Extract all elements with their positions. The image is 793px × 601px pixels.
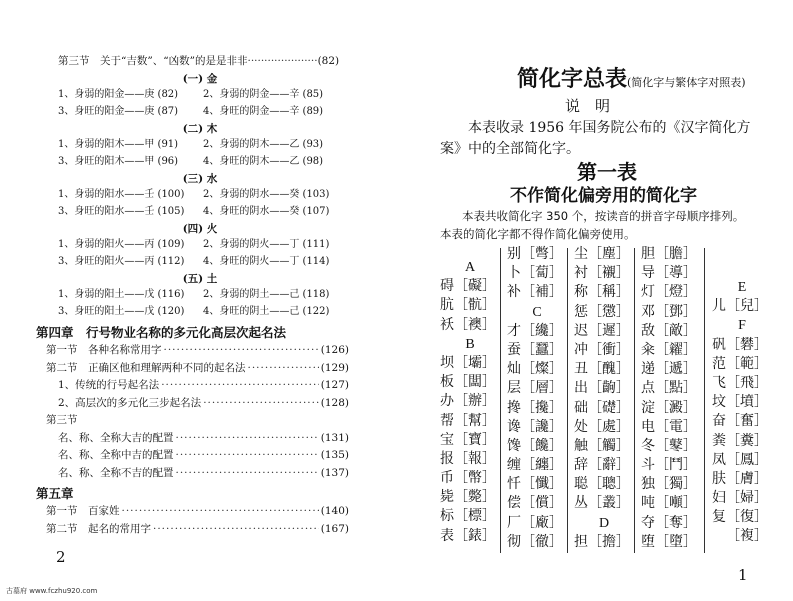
toc-entry[interactable]	[58, 466, 349, 480]
char-pair: 灯［燈］	[641, 284, 697, 301]
char-pair: 冬［鼕］	[641, 437, 697, 454]
char-pair: 帮［幫］	[440, 412, 496, 429]
toc-row	[58, 105, 348, 118]
chapter-title: 第四章 行号物业名称的多元化高层次起名法	[36, 325, 287, 340]
char-pair: 称［稱］	[574, 284, 630, 301]
toc-top-entry	[58, 54, 339, 68]
char-pair: 担［擔］	[574, 533, 630, 550]
entry-page: (167)	[320, 522, 349, 535]
char-pair: 邓［鄧］	[641, 303, 697, 320]
char-pair: 别［彆］	[507, 246, 563, 262]
char-pair: 毙［斃］	[440, 489, 496, 506]
entry-label: 2、高层次的多元化三步起名法	[58, 396, 202, 409]
leader-dots: ·····················	[247, 55, 318, 67]
char-pair: 坟［墳］	[712, 394, 768, 411]
entry-label: 第二节 正确区他和理解两种不同的起名法	[46, 361, 246, 374]
char-pair: 搀［攙］	[507, 399, 563, 416]
toc-row	[58, 88, 348, 101]
toc-item: 3、身旺的阳火——丙 (112)	[58, 256, 185, 267]
char-pair: 板［闆］	[440, 374, 496, 391]
entry-label: 名、称、全称中吉的配置	[58, 449, 174, 461]
leader-dots	[248, 361, 319, 375]
toc-row	[58, 305, 348, 318]
column-divider	[634, 248, 635, 553]
char-pair: 奋［奮］	[712, 413, 768, 430]
char-pair: 彻［徹］	[507, 533, 563, 550]
column-divider	[500, 248, 501, 553]
letter-heading: F	[738, 318, 746, 334]
table-column	[641, 245, 701, 552]
char-pair: 币［幣］	[440, 470, 496, 487]
table-desc-1: 本表共收简化字 350 个，按读音的拼音字母顺序排列。	[462, 209, 745, 223]
char-pair: 夺［奪］	[641, 514, 697, 531]
toc-item: 2、身弱的阴木——乙 (93)	[203, 139, 324, 150]
entry-page: (131)	[320, 431, 349, 444]
entry-page: (126)	[320, 344, 349, 356]
leader-dots	[203, 396, 319, 410]
char-pair: 衬［襯］	[574, 265, 630, 282]
char-pair: 吨［噸］	[641, 495, 697, 512]
char-pair: 标［標］	[440, 508, 496, 525]
section-title: (二) 木	[182, 123, 218, 135]
toc-item: 2、身弱的阴水——癸 (103)	[203, 189, 330, 200]
toc-entry[interactable]	[58, 396, 349, 410]
char-pair: 灿［燦］	[507, 361, 563, 378]
char-pair: 惩［懲］	[574, 303, 630, 320]
section-title: (五) 土	[182, 273, 218, 285]
char-pair: 忏［懺］	[507, 476, 563, 493]
leader-dots	[164, 343, 319, 357]
char-pair: 聪［聰］	[574, 476, 630, 493]
entry-label: 名、称、全称不吉的配置	[58, 466, 174, 479]
table-column	[440, 258, 500, 546]
letter-heading: E	[737, 280, 747, 295]
toc-item: 4、身旺的阴火——丁 (114)	[203, 256, 330, 267]
char-pair: 籴［糴］	[641, 341, 697, 358]
toc-entry[interactable]	[46, 522, 349, 536]
toc-row	[58, 238, 348, 251]
char-pair: 妇［婦］	[712, 490, 768, 507]
char-pair: 迟［遲］	[574, 322, 630, 339]
toc-item: 2、身弱的阴火——丁 (111)	[203, 239, 330, 250]
char-pair: 厂［廠］	[507, 514, 563, 531]
toc-entry[interactable]	[46, 504, 349, 518]
toc-row	[58, 205, 348, 218]
entry-page: (128)	[320, 396, 349, 409]
note-heading: 说 明	[565, 97, 611, 115]
char-pair: 报［報］	[440, 450, 496, 467]
table-column	[712, 278, 772, 547]
toc-item: 4、身旺的阴金——辛 (89)	[203, 106, 324, 117]
char-pair: 宝［寶］	[440, 431, 496, 448]
char-pair: 坝［壩］	[440, 354, 496, 371]
toc-row	[58, 155, 348, 168]
char-pair: 粪［糞］	[712, 432, 768, 449]
toc-item: 1、身弱的阳土——戊 (116)	[58, 289, 185, 300]
char-pair: 肤［膚］	[712, 470, 768, 487]
leader-dots	[176, 448, 319, 462]
entry-label: 名、称、全称大吉的配置	[58, 431, 174, 444]
char-pair: 儿［兒］	[712, 298, 768, 315]
entry-page: (135)	[320, 449, 349, 461]
entry-page: (129)	[320, 361, 349, 374]
char-pair: 丑［醜］	[574, 361, 630, 378]
note-text-1: 本表收录 1956 年国务院公布的《汉字简化方	[468, 120, 751, 136]
toc-item: 1、身弱的阳水——壬 (100)	[58, 189, 185, 200]
leader-dots	[161, 378, 319, 392]
toc-row	[58, 255, 348, 268]
page-number-left: 2	[56, 548, 66, 566]
toc-item: 2、身弱的阴土——己 (118)	[203, 289, 330, 300]
page-number-right: 1	[738, 566, 748, 584]
char-pair: 复［復］	[712, 509, 768, 526]
toc-entry[interactable]	[58, 448, 349, 462]
char-pair: 电［電］	[641, 418, 697, 435]
entry-label: 第三节	[46, 414, 78, 426]
char-pair: 办［辦］	[440, 393, 496, 410]
char-pair: 层［層］	[507, 380, 563, 397]
char-pair: 凤［鳳］	[712, 451, 768, 468]
chapter-title: 第五章	[36, 486, 74, 501]
char-pair: 袄［襖］	[440, 316, 496, 333]
entry-page: (82)	[317, 55, 340, 67]
char-pair: 独［獨］	[641, 476, 697, 493]
toc-item: 1、身弱的阳火——丙 (109)	[58, 239, 185, 250]
char-pair: 缠［纏］	[507, 457, 563, 474]
entry-label: 第一节 各种名称常用字	[46, 344, 162, 356]
char-pair: 偿［償］	[507, 495, 563, 512]
watermark: 古墓府 www.fczhu920.com	[6, 587, 98, 595]
char-pair: 馋［饞］	[507, 437, 563, 454]
char-pair: 才［纔］	[507, 322, 563, 339]
entry-page: (140)	[320, 505, 349, 517]
toc-item: 1、身弱的阳木——甲 (91)	[58, 139, 179, 150]
char-pair: 淀［澱］	[641, 399, 697, 416]
leader-dots	[153, 522, 319, 536]
entry-label: 1、传统的行号起名法	[58, 379, 160, 391]
letter-heading: C	[532, 304, 542, 320]
char-pair: 导［導］	[641, 265, 697, 282]
toc-row	[58, 188, 348, 201]
letter-heading: B	[465, 336, 475, 352]
table-column	[574, 245, 634, 552]
leader-dots	[176, 466, 319, 480]
letter-heading: A	[464, 260, 476, 275]
char-pair: 碍［礙］	[440, 278, 496, 295]
toc-item: 4、身旺的阴水——癸 (107)	[203, 206, 330, 217]
title-subtitle: (简化字与繁体字对照表)	[627, 76, 746, 89]
char-pair: 点［點］	[641, 380, 697, 397]
entry-label: 第一节 百家姓	[46, 505, 120, 517]
toc-item: 2、身弱的阴金——辛 (85)	[203, 89, 324, 100]
section-title: (三) 水	[182, 173, 218, 185]
toc-row	[58, 288, 348, 301]
char-pair: ［複］	[726, 528, 768, 545]
letter-heading: D	[598, 515, 610, 531]
entry-page: (137)	[320, 466, 349, 479]
leader-dots	[176, 431, 319, 445]
char-pair: 冲［衝］	[574, 341, 630, 358]
section-title: (四) 火	[182, 223, 218, 235]
table-subtitle: 不作简化偏旁用的简化字	[510, 186, 697, 206]
char-pair: 飞［飛］	[712, 374, 768, 391]
column-divider	[704, 248, 705, 553]
char-pair: 卜［蔔］	[507, 265, 563, 282]
char-pair: 丛［叢］	[574, 495, 630, 512]
entry-label: 第二节 起名的常用字	[46, 522, 151, 535]
char-pair: 谗［讒］	[507, 418, 563, 435]
char-pair: 堕［墮］	[641, 533, 697, 550]
char-pair: 矾［礬］	[712, 336, 768, 353]
toc-item: 3、身旺的阳木——甲 (96)	[58, 156, 179, 167]
toc-item: 4、身旺的阴土——己 (122)	[203, 306, 330, 317]
toc-entry[interactable]	[46, 361, 349, 375]
char-pair: 斗［鬥］	[641, 457, 697, 474]
toc-entry[interactable]	[58, 431, 349, 445]
char-pair: 础［礎］	[574, 399, 630, 416]
char-pair: 尘［塵］	[574, 246, 630, 262]
main-title	[517, 66, 746, 96]
char-pair: 处［處］	[574, 418, 630, 435]
char-pair: 肮［骯］	[440, 297, 496, 314]
section-title: (一) 金	[182, 73, 218, 85]
char-pair: 表［錶］	[440, 527, 496, 544]
char-pair: 出［齣］	[574, 380, 630, 397]
table-column	[507, 245, 567, 552]
char-pair: 递［遞］	[641, 361, 697, 378]
table-title: 第一表	[577, 160, 637, 184]
toc-item: 3、身旺的阳土——戊 (120)	[58, 306, 185, 317]
toc-entry[interactable]	[46, 413, 349, 427]
toc-item: 1、身弱的阳金——庚 (82)	[58, 89, 179, 100]
leader-dots	[122, 504, 319, 518]
char-pair: 补［補］	[507, 284, 563, 301]
title-text: 简化字总表	[517, 66, 628, 92]
char-pair: 触［觸］	[574, 437, 630, 454]
char-pair: 范［範］	[712, 355, 768, 372]
entry-page: (127)	[320, 379, 349, 391]
toc-entry[interactable]	[58, 378, 349, 392]
table-desc-2: 本表的简化字都不得作简化偏旁使用。	[440, 227, 636, 241]
column-divider	[567, 248, 568, 553]
toc-item: 4、身旺的阴木——乙 (98)	[203, 156, 324, 167]
char-pair: 敌［敵］	[641, 322, 697, 339]
entry-label: 第三节 关于“吉数”、“凶数”的是是非非	[58, 55, 248, 67]
char-pair: 蚕［蠶］	[507, 341, 563, 358]
toc-entry[interactable]	[46, 343, 349, 357]
toc-item: 3、身旺的阳金——庚 (87)	[58, 106, 179, 117]
toc-row	[58, 138, 348, 151]
char-pair: 辞［辭］	[574, 457, 630, 474]
toc-item: 3、身旺的阳水——壬 (105)	[58, 206, 185, 217]
char-pair: 胆［膽］	[641, 246, 697, 262]
note-text-2: 案》中的全部简化字。	[440, 141, 580, 157]
